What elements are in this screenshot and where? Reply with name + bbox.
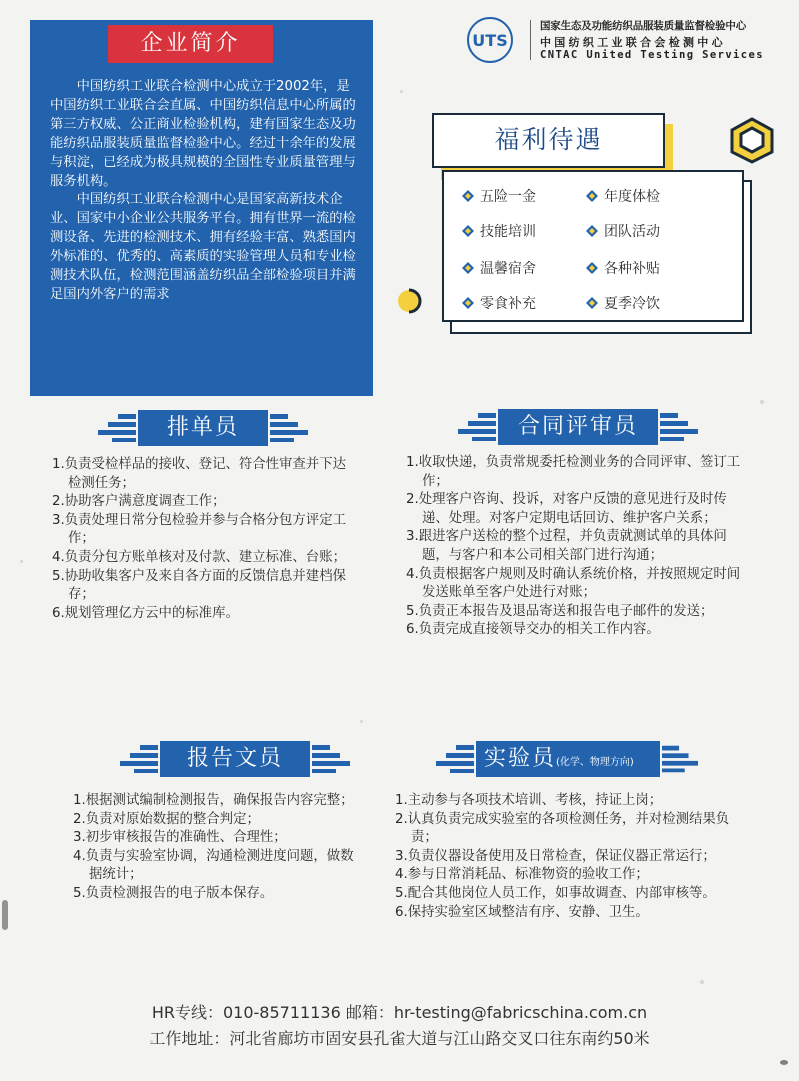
- org-name-cn-2: 中国纺织工业联合会检测中心: [540, 36, 726, 49]
- duty-item: 3.负责处理日常分包检验并参与合格分包方评定工作；: [52, 512, 346, 547]
- duty-item: 4.负责与实验室协调，沟通检测进度问题，做数据统计；: [73, 848, 354, 883]
- duty-item: 5.协助收集客户及来自各方面的反馈信息并建档保存；: [52, 568, 346, 603]
- ink-splatter: [780, 1060, 788, 1065]
- benefit-item: [462, 186, 536, 206]
- intro-title: 企业简介: [108, 25, 273, 63]
- diamond-bullet-icon: [586, 225, 598, 237]
- diamond-bullet-icon: [462, 297, 474, 309]
- section-title-contract: 合同评审员: [498, 409, 658, 445]
- section-header-lab: [436, 741, 698, 777]
- scheduler-duty-list: [52, 456, 357, 623]
- duty-item: 1.根据测试编制检测报告，确保报告内容完整；: [73, 793, 354, 808]
- benefit-item: [586, 221, 660, 241]
- benefit-item: [462, 258, 536, 278]
- duty-item: 2.认真负责完成实验室的各项检测任务，并对检测结果负责；: [395, 811, 730, 846]
- benefit-item: [586, 186, 660, 206]
- benefit-label: 温馨宿舍: [480, 261, 536, 277]
- diamond-bullet-icon: [462, 262, 474, 274]
- intro-paragraph: 中国纺织工业联合检测中心成立于2002年，是中国纺织工业联合会直属、中国纺织信息中心所属的第三方权威、公正商业检验机构，建有国家生态及功能纺织品服装质量监督检验中心。经过十余年的发展与积淀，已经成为极具规模的全国性专业质量管理与服务机构。: [50, 79, 356, 189]
- duty-item: 2.协助客户满意度调查工作；: [52, 494, 226, 510]
- benefit-item: [462, 293, 536, 313]
- section-title-scheduler: 排单员: [138, 410, 268, 446]
- speck: [20, 560, 23, 563]
- duty-item: 4.负责根据客户规则及时确认系统价格，并按照规定时间发送账单至客户处进行对账；: [406, 566, 741, 601]
- lab-duty-list: [395, 792, 735, 922]
- diamond-bullet-icon: [586, 190, 598, 202]
- intro-paragraph: 中国纺织工业联合检测中心是国家高新技术企业、国家中小企业公共服务平台。拥有世界一流的检测设备、先进的检测技术、拥有经验丰富、熟悉国内外标准的、优秀的、高素质的实验管理人员和专业检测技术队伍，检测范围涵盖纺织品全部检验项目并满足国内外客户的需求: [50, 192, 356, 302]
- benefit-item: [586, 258, 660, 278]
- section-title-lab-text: 实验员: [484, 746, 557, 771]
- diamond-bullet-icon: [462, 225, 474, 237]
- duty-item: 5.负责正本报告及退品寄送和报告电子邮件的发送；: [406, 603, 714, 619]
- section-subtitle-lab: (化学、物理方向): [556, 757, 634, 768]
- duty-item: 6.规划管理亿方云中的标准库。: [52, 605, 239, 621]
- org-name-cn-1: 国家生态及功能纺织品服装质量监督检验中心: [540, 20, 746, 32]
- benefit-label: 零食补充: [480, 296, 536, 312]
- diamond-bullet-icon: [462, 190, 474, 202]
- company-intro-panel: [30, 20, 373, 396]
- benefit-item: [586, 293, 660, 313]
- benefit-label: 各种补贴: [604, 261, 660, 277]
- section-header-contract: [458, 409, 698, 445]
- benefit-label: 夏季冷饮: [604, 296, 660, 312]
- duty-item: 6.负责完成直接领导交办的相关工作内容。: [406, 622, 660, 638]
- ink-splatter: [2, 900, 8, 930]
- stripes-left-icon: [98, 414, 136, 442]
- intro-text: [50, 78, 356, 305]
- duty-item: 4.参与日常消耗品、标准物资的验收工作；: [395, 867, 649, 883]
- stripes-right-icon: [312, 745, 350, 773]
- stripes-right-icon: [662, 745, 698, 773]
- benefit-label: 年度体检: [604, 189, 660, 205]
- benefit-label: 团队活动: [604, 224, 660, 240]
- duty-item: 2.负责对原始数据的整合判定；: [73, 811, 260, 827]
- benefit-label: 五险一金: [480, 189, 536, 205]
- section-header-report: [120, 741, 350, 777]
- speck: [400, 90, 403, 93]
- section-title-report: 报告文员: [160, 741, 310, 777]
- stripes-left-icon: [436, 745, 474, 773]
- duty-item: 1.主动参与各项技术培训、考核，持证上岗；: [395, 793, 663, 808]
- duty-item: 6.保持实验室区域整洁有序、安静、卫生。: [395, 904, 649, 920]
- cube-icon: [728, 116, 776, 164]
- duty-item: 4.负责分包方账单核对及付款、建立标准、台账；: [52, 549, 346, 565]
- work-address-line: 工作地址：河北省廊坊市固安县孔雀大道与江山路交叉口往东南约50米: [149, 1029, 650, 1048]
- duty-item: 1.收取快递，负责常规委托检测业务的合同评审、签订工作；: [406, 455, 741, 489]
- benefit-item: [462, 221, 536, 241]
- logo-divider: [530, 20, 531, 60]
- section-header-scheduler: [98, 410, 308, 446]
- logo-letters: UTS: [472, 31, 508, 50]
- duty-item: 2.处理客户咨询、投诉，对客户反馈的意见进行及时传递、处理。对客户定期电话回访、维护客户关系；: [406, 492, 727, 526]
- hr-contact-line: HR专线：010-85711136 邮箱：hr-testing@fabricschina.com.cn: [151, 1003, 648, 1022]
- circle-deco-icon: [396, 288, 422, 314]
- stripes-left-icon: [120, 745, 158, 773]
- benefit-label: 技能培训: [480, 224, 536, 240]
- duty-item: 3.负责仪器设备使用及日常检查，保证仪器正常运行；: [395, 848, 716, 864]
- duty-item: 5.配合其他岗位人员工作，如事故调查、内部审核等。: [395, 885, 716, 901]
- duty-item: 1.负责受检样品的接收、登记、符合性审查并下达检测任务；: [52, 457, 346, 491]
- duty-item: 3.初步审核报告的准确性、合理性；: [73, 830, 287, 846]
- duty-item: 3.跟进客户送检的整个过程，并负责就测试单的具体问题，与客户和本公司相关部门进行沟通；: [406, 529, 727, 563]
- stripes-right-icon: [660, 413, 698, 441]
- benefits-title: 福利待遇: [432, 113, 665, 168]
- org-logo: [462, 14, 792, 66]
- speck: [760, 400, 764, 404]
- stripes-right-icon: [270, 414, 308, 442]
- duty-item: 5.负责检测报告的电子版本保存。: [73, 885, 274, 901]
- report-duty-list: [73, 792, 363, 904]
- stripes-left-icon: [458, 413, 496, 441]
- speck: [360, 720, 363, 723]
- contract-duty-list: [406, 454, 741, 640]
- org-name-en: CNTAC United Testing Services: [540, 49, 764, 61]
- diamond-bullet-icon: [586, 297, 598, 309]
- diamond-bullet-icon: [586, 262, 598, 274]
- speck: [700, 980, 704, 984]
- uts-logo-icon: [462, 14, 524, 66]
- section-title-lab: [476, 741, 660, 777]
